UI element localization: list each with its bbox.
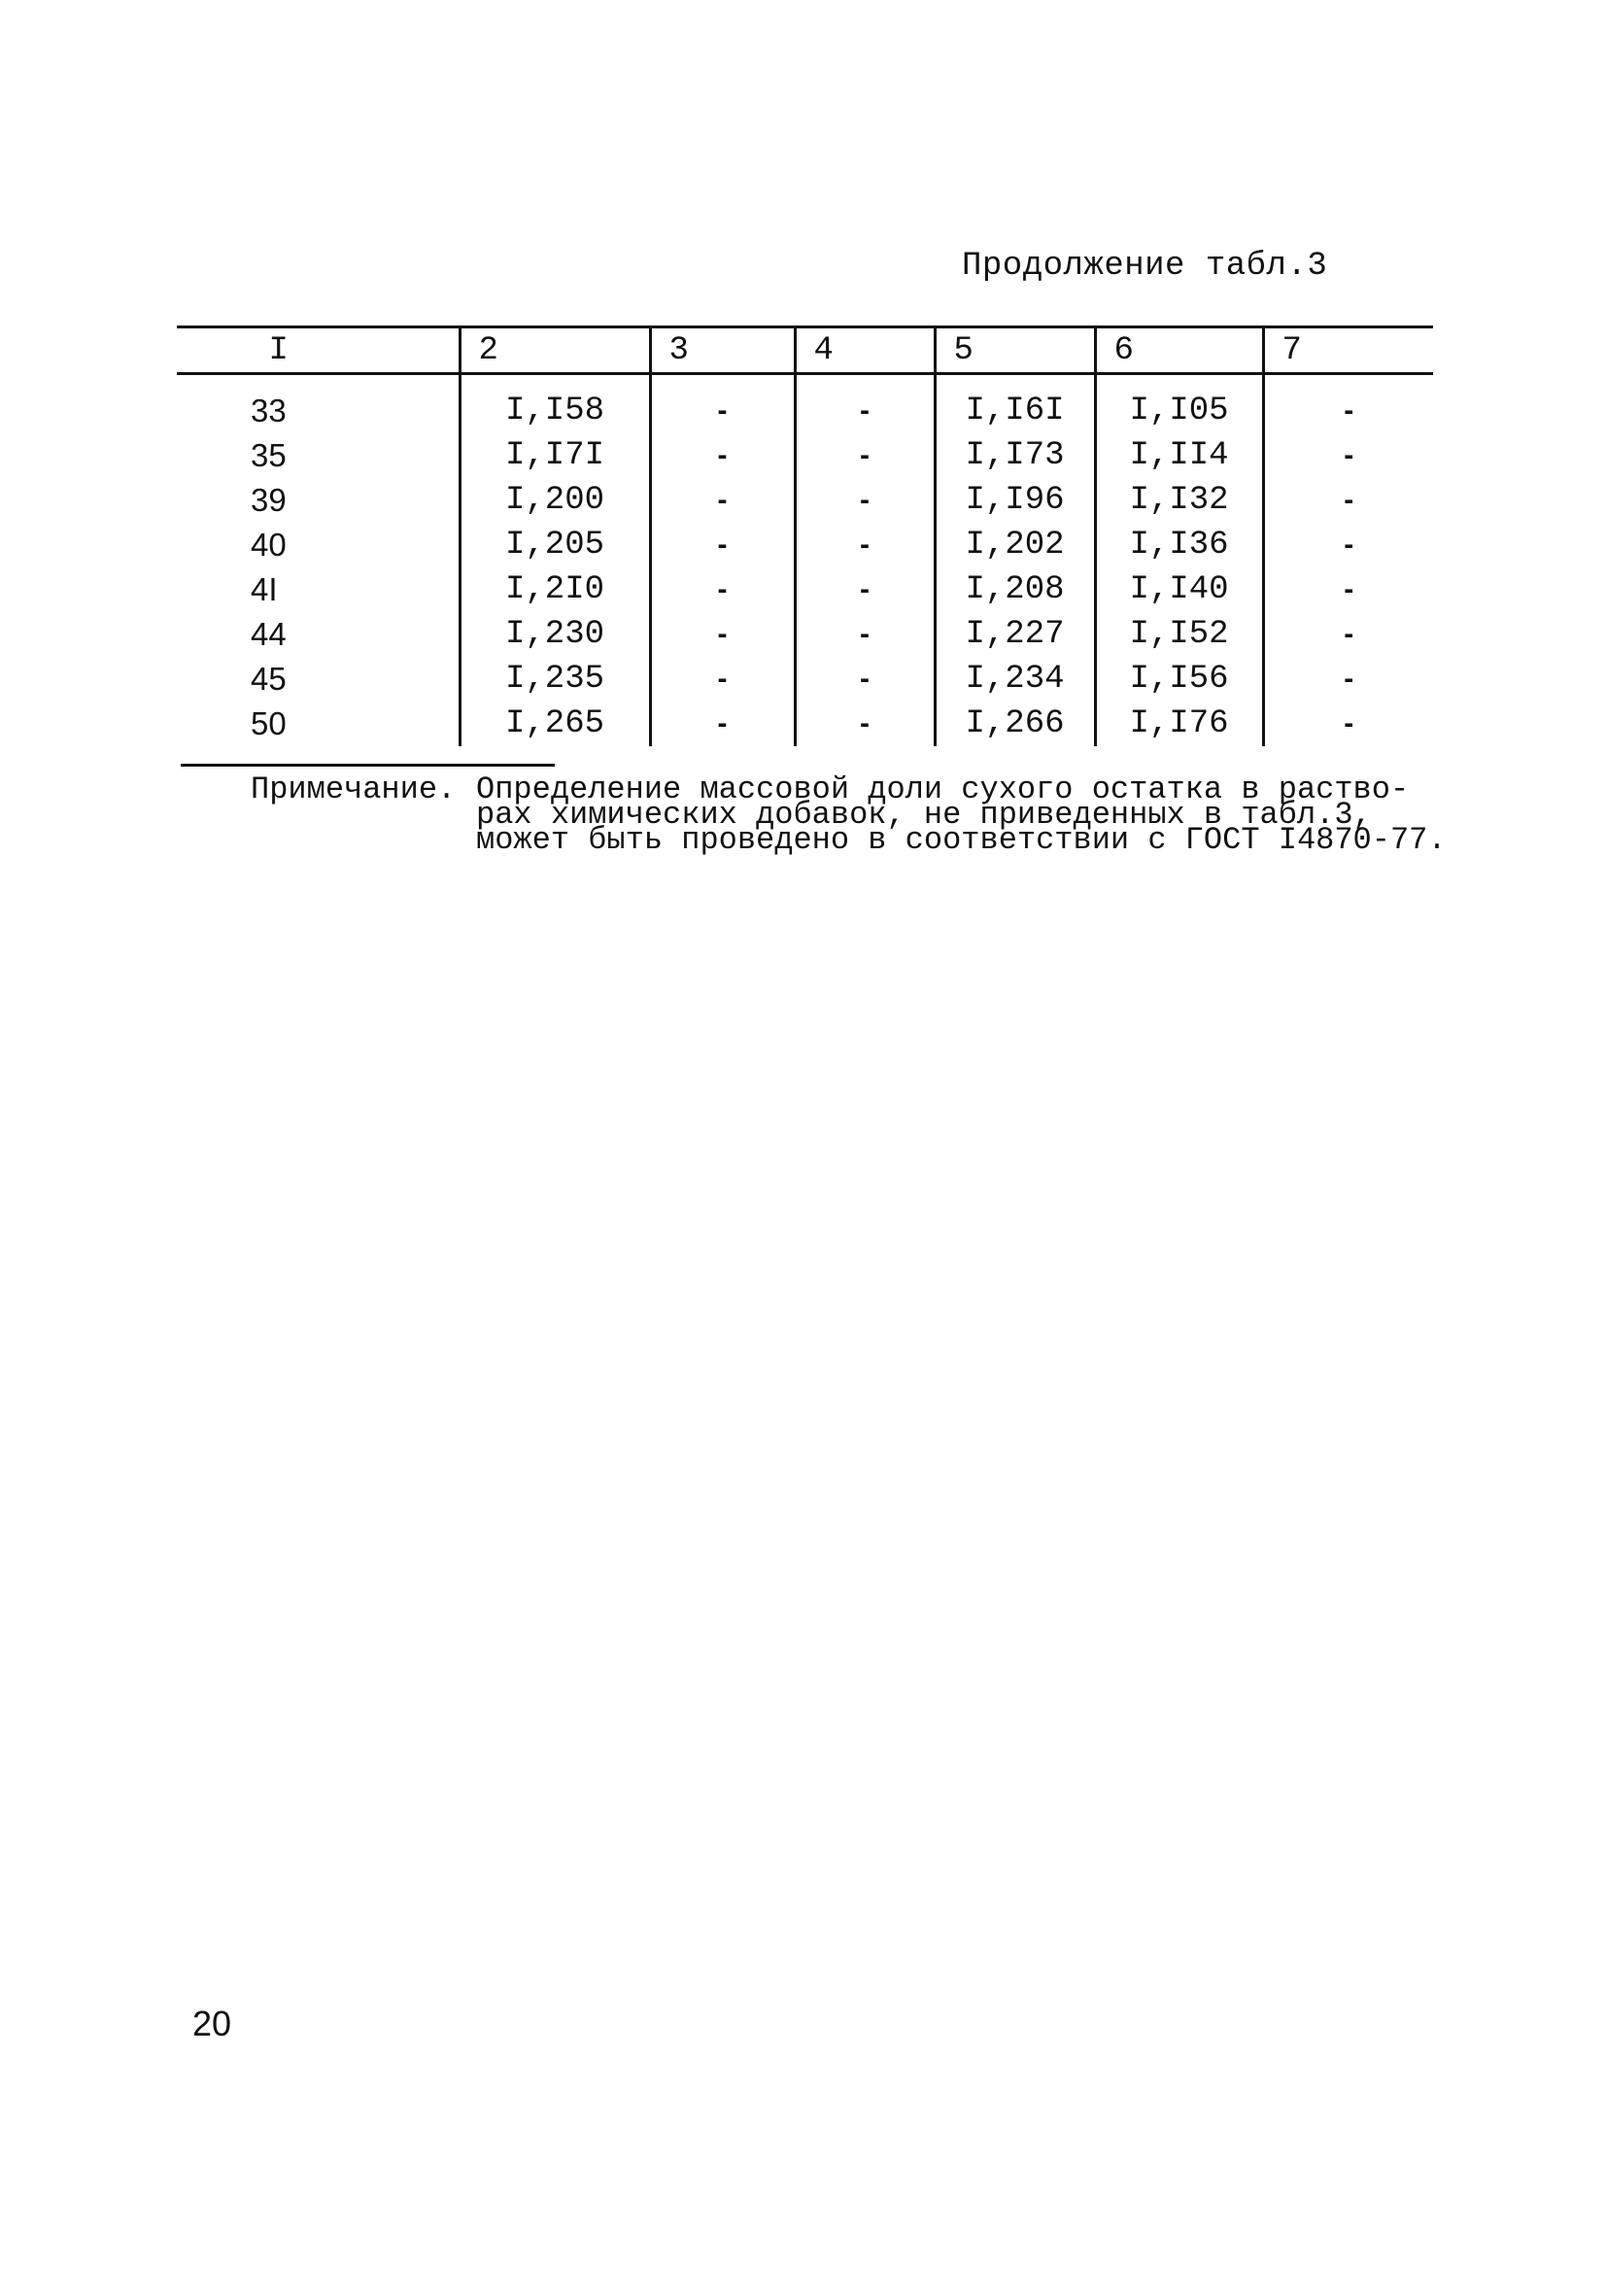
table-cell: I,I96 [935, 478, 1095, 523]
table-cell: I,I7I [460, 433, 650, 478]
note-line: рах химических добавок, не приведенных в табл.3, [476, 797, 1372, 833]
table-row [177, 478, 1433, 523]
column-header: 2 [460, 327, 650, 374]
table-header-row [177, 327, 1433, 374]
table-caption: Продолжение табл.3 [962, 248, 1328, 285]
table-cell: I,II4 [1095, 433, 1263, 478]
table-cell: - [650, 478, 795, 523]
table-end-rule [181, 764, 555, 767]
table-cell: 40 [251, 527, 287, 563]
table-row [177, 612, 1433, 657]
table-cell: 35 [251, 437, 287, 473]
table-cell: - [1263, 702, 1433, 746]
table-cell: I,I40 [1095, 567, 1263, 612]
table-note [251, 771, 1447, 858]
table-cell: I,I56 [1095, 657, 1263, 702]
table-cell: - [795, 567, 935, 612]
table-cell: - [795, 433, 935, 478]
column-header: I [268, 331, 289, 369]
note-line: может быть проведено в соответствии с ГОСТ I4870-77. [476, 822, 1447, 858]
table-cell: - [650, 657, 795, 702]
table-row [177, 567, 1433, 612]
table-cell: - [1263, 657, 1433, 702]
table-cell: - [1263, 612, 1433, 657]
table-cell: - [795, 657, 935, 702]
note-line: Определение массовой доли сухого остатка в раство- [476, 771, 1410, 807]
table-row [177, 374, 1433, 434]
table-cell: - [650, 374, 795, 434]
table-cell: - [650, 612, 795, 657]
table-cell: I,2I0 [460, 567, 650, 612]
table-cell: I,234 [935, 657, 1095, 702]
table-cell: I,227 [935, 612, 1095, 657]
table-cell: I,I52 [1095, 612, 1263, 657]
table-cell: - [1263, 478, 1433, 523]
page-number: 20 [192, 2004, 232, 2043]
table-cell: I,I6I [935, 374, 1095, 434]
table-cell: I,I58 [460, 374, 650, 434]
table-cell: I,I76 [1095, 702, 1263, 746]
table-cell: - [1263, 374, 1433, 434]
table-row [177, 523, 1433, 567]
note-label: Примечание. [251, 771, 457, 807]
table-cell: I,I05 [1095, 374, 1263, 434]
data-table-container [177, 326, 1433, 746]
table-cell: 4I [251, 571, 278, 607]
column-header: 5 [935, 327, 1095, 374]
column-header: 3 [650, 327, 795, 374]
note-body [476, 771, 1447, 858]
table-cell: - [795, 478, 935, 523]
table-cell: 39 [251, 482, 287, 518]
table-cell: I,200 [460, 478, 650, 523]
table-row [177, 702, 1433, 746]
table-cell: I,265 [460, 702, 650, 746]
table-row [177, 657, 1433, 702]
table-cell: I,235 [460, 657, 650, 702]
column-header: 6 [1095, 327, 1263, 374]
table-cell: - [650, 567, 795, 612]
table-cell: - [650, 433, 795, 478]
table-cell: - [795, 374, 935, 434]
table-cell: - [650, 523, 795, 567]
data-table [177, 326, 1433, 746]
table-cell: 50 [251, 705, 287, 741]
table-cell: - [795, 702, 935, 746]
column-header: 7 [1263, 327, 1433, 374]
table-cell: I,I36 [1095, 523, 1263, 567]
table-cell: - [1263, 523, 1433, 567]
table-cell: 44 [251, 616, 287, 652]
table-cell: I,I32 [1095, 478, 1263, 523]
table-cell: 33 [251, 393, 287, 428]
table-cell: I,202 [935, 523, 1095, 567]
table-cell: 45 [251, 661, 287, 697]
table-cell: I,230 [460, 612, 650, 657]
table-cell: - [795, 523, 935, 567]
table-cell: I,208 [935, 567, 1095, 612]
table-row [177, 433, 1433, 478]
table-cell: I,205 [460, 523, 650, 567]
table-cell: I,266 [935, 702, 1095, 746]
table-cell: - [650, 702, 795, 746]
table-cell: - [1263, 567, 1433, 612]
table-cell: - [795, 612, 935, 657]
table-cell: - [1263, 433, 1433, 478]
table-cell: I,I73 [935, 433, 1095, 478]
column-header: 4 [795, 327, 935, 374]
